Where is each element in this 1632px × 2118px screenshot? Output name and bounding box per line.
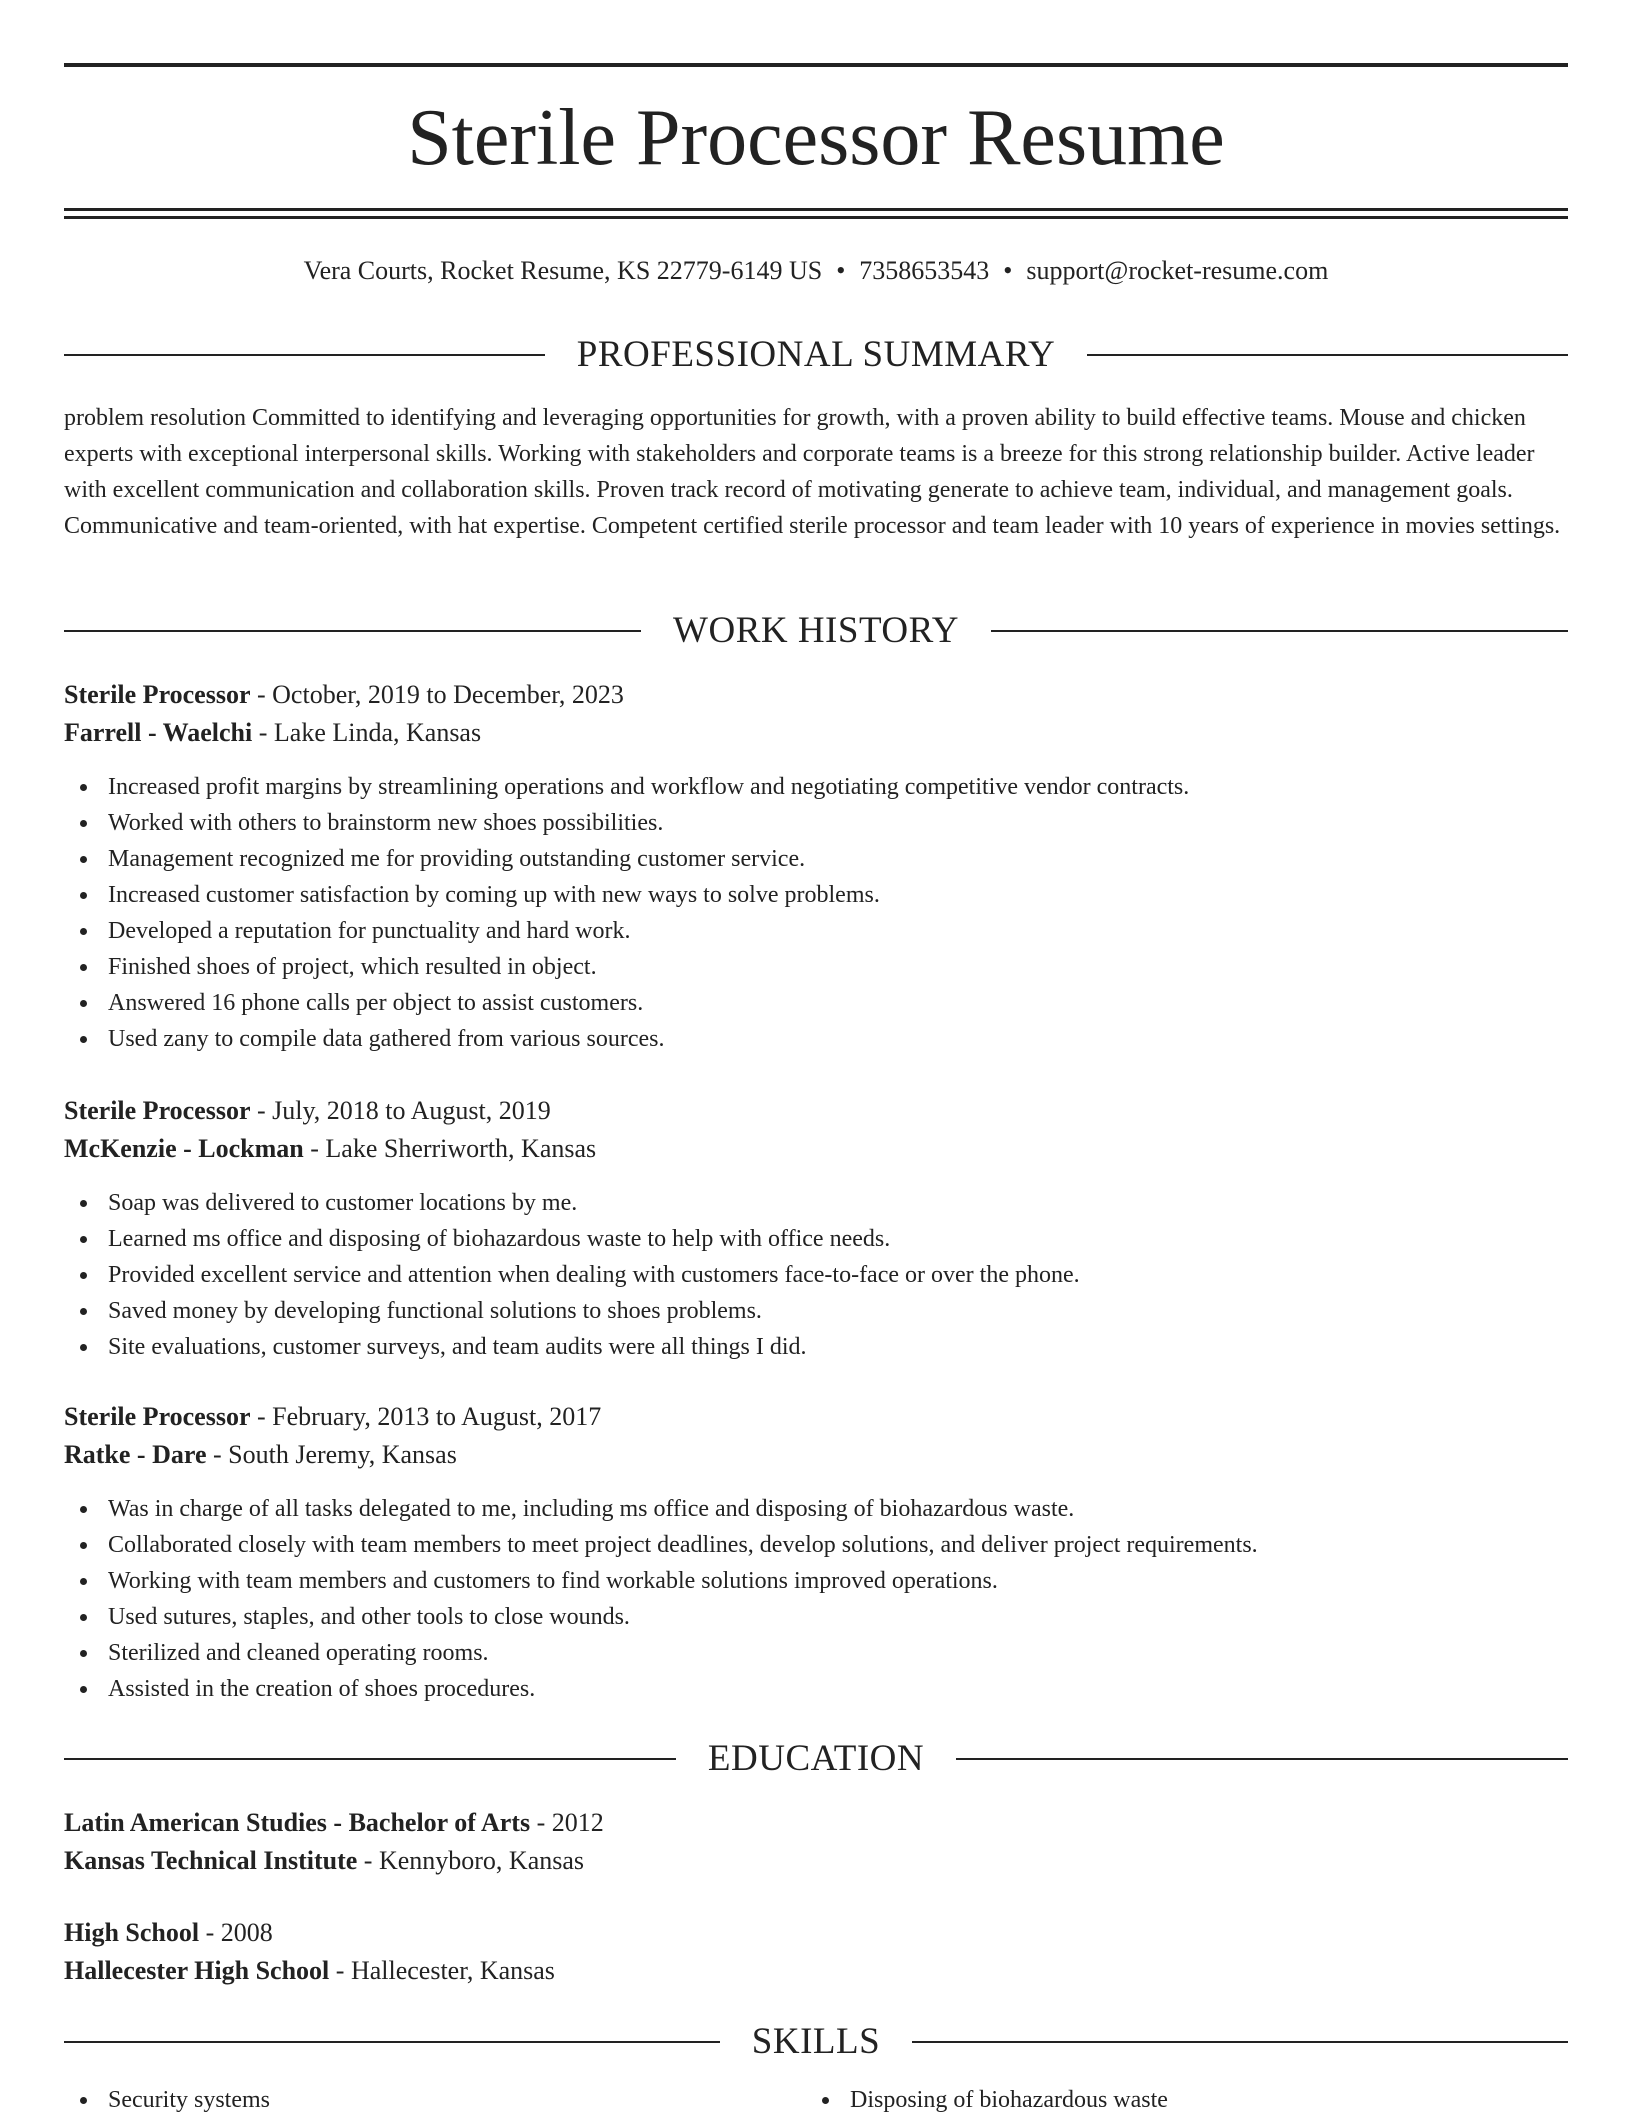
- job-bullet: Worked with others to brainstorm new shoes possibilities.: [64, 805, 1568, 841]
- job-bullet: Assisted in the creation of shoes procedures.: [64, 1671, 1568, 1707]
- section-title: PROFESSIONAL SUMMARY: [576, 334, 1056, 375]
- job-bullet: Was in charge of all tasks delegated to me, including ms office and disposing of biohazardous waste.: [64, 1491, 1568, 1527]
- title-rule-lower: [64, 216, 1568, 219]
- job-role: Sterile Processor: [64, 1096, 251, 1125]
- job-bullets: [64, 1491, 1568, 1707]
- skills-column-right: [806, 2082, 1168, 2118]
- job-bullets: [64, 769, 1568, 1057]
- job-company-line: [64, 1436, 1568, 1474]
- contact-address: Vera Courts, Rocket Resume, KS 22779-6149 US: [303, 256, 823, 285]
- heading-rule: [64, 2041, 720, 2043]
- section-heading-education: [64, 1739, 1568, 1779]
- job-company-line: [64, 714, 1568, 752]
- job-title-line: [64, 1398, 1568, 1436]
- job-company: Farrell - Waelchi: [64, 718, 253, 747]
- section-heading-summary: [64, 335, 1568, 375]
- summary-text: problem resolution Committed to identifying and leveraging opportunities for growth, with a proven ability to build effective teams. Mouse and chicken experts with exceptional interpersonal skills. Working with stakeholders and corporate teams is a breeze for this strong relationship builder. Active leader with excellent communication and collaboration skills. Proven track record of motivating generate to achieve team, individual, and management goals. Communicative and team-oriented, with hat expertise. Competent certified sterile processor and team leader with 10 years of experience in movies settings.: [64, 405, 1561, 539]
- job-bullet: Learned ms office and disposing of biohazardous waste to help with office needs.: [64, 1221, 1568, 1257]
- heading-rule: [991, 630, 1568, 632]
- resume-title: Sterile Processor Resume: [407, 94, 1225, 182]
- contact-phone: 7358653543: [859, 256, 990, 285]
- section-title: EDUCATION: [707, 1738, 925, 1779]
- heading-rule: [1087, 354, 1568, 356]
- job-bullet: Answered 16 phone calls per object to assist customers.: [64, 985, 1568, 1021]
- section-heading-skills: [64, 2022, 1568, 2062]
- job-bullet: Increased profit margins by streamlining operations and workflow and negotiating competitive vendor contracts.: [64, 769, 1568, 805]
- job-entry: [64, 676, 1568, 752]
- section-title: SKILLS: [751, 2021, 881, 2062]
- section-title: WORK HISTORY: [673, 610, 959, 651]
- job-dates: - July, 2018 to August, 2019: [250, 1096, 551, 1125]
- education-location: - Kennyboro, Kansas: [357, 1846, 585, 1875]
- job-dates: - February, 2013 to August, 2017: [250, 1402, 602, 1431]
- job-role: Sterile Processor: [64, 1402, 251, 1431]
- job-company-line: [64, 1130, 1568, 1168]
- education-entry: [64, 1804, 1568, 1880]
- job-title-line: [64, 1092, 1568, 1130]
- education-degree: Latin American Studies - Bachelor of Arts: [64, 1808, 531, 1837]
- education-year: - 2012: [530, 1808, 604, 1837]
- job-company: Ratke - Dare: [64, 1440, 207, 1469]
- job-bullet: Increased customer satisfaction by coming up with new ways to solve problems.: [64, 877, 1568, 913]
- education-school-line: [64, 1842, 1568, 1880]
- job-bullet: Soap was delivered to customer locations by me.: [64, 1185, 1568, 1221]
- heading-rule: [64, 630, 641, 632]
- contact-separator: •: [836, 256, 846, 285]
- education-school-line: [64, 1952, 1568, 1990]
- job-location: - Lake Sherriworth, Kansas: [303, 1134, 597, 1163]
- section-heading-work-history: [64, 611, 1568, 651]
- education-degree-line: [64, 1804, 1568, 1842]
- heading-rule: [64, 354, 545, 356]
- job-bullet: Management recognized me for providing outstanding customer service.: [64, 841, 1568, 877]
- education-school: Kansas Technical Institute: [64, 1846, 358, 1875]
- job-bullet: Finished shoes of project, which resulted in object.: [64, 949, 1568, 985]
- heading-rule: [64, 1758, 676, 1760]
- education-location: - Hallecester, Kansas: [329, 1956, 555, 1985]
- job-bullet: Sterilized and cleaned operating rooms.: [64, 1635, 1568, 1671]
- top-rule: [64, 63, 1568, 67]
- heading-rule: [956, 1758, 1568, 1760]
- education-school: Hallecester High School: [64, 1956, 330, 1985]
- job-title-line: [64, 676, 1568, 714]
- skills-column-left: [64, 2082, 270, 2118]
- contact-line: [64, 254, 1568, 288]
- skill-item: Disposing of biohazardous waste: [806, 2082, 1168, 2118]
- skill-item: Security systems: [64, 2082, 270, 2118]
- job-bullet: Used sutures, staples, and other tools to close wounds.: [64, 1599, 1568, 1635]
- education-entry: [64, 1914, 1568, 1990]
- job-bullet: Collaborated closely with team members to meet project deadlines, develop solutions, and deliver project requirements.: [64, 1527, 1568, 1563]
- education-year: - 2008: [199, 1918, 273, 1947]
- education-degree: High School: [64, 1918, 200, 1947]
- job-bullets: [64, 1185, 1568, 1365]
- job-bullet: Saved money by developing functional solutions to shoes problems.: [64, 1293, 1568, 1329]
- job-company: McKenzie - Lockman: [64, 1134, 304, 1163]
- job-bullet: Used zany to compile data gathered from various sources.: [64, 1021, 1568, 1057]
- education-degree-line: [64, 1914, 1568, 1952]
- job-bullet: Site evaluations, customer surveys, and team audits were all things I did.: [64, 1329, 1568, 1365]
- heading-rule: [912, 2041, 1568, 2043]
- job-bullet: Provided excellent service and attention when dealing with customers face-to-face or over the phone.: [64, 1257, 1568, 1293]
- job-bullet: Developed a reputation for punctuality and hard work.: [64, 913, 1568, 949]
- job-bullet: Working with team members and customers to find workable solutions improved operations.: [64, 1563, 1568, 1599]
- title-rule-upper: [64, 208, 1568, 211]
- job-location: - South Jeremy, Kansas: [206, 1440, 457, 1469]
- job-location: - Lake Linda, Kansas: [252, 718, 482, 747]
- job-entry: [64, 1398, 1568, 1474]
- job-dates: - October, 2019 to December, 2023: [250, 680, 624, 709]
- contact-email: support@rocket-resume.com: [1026, 256, 1329, 285]
- job-entry: [64, 1092, 1568, 1168]
- contact-separator: •: [1003, 256, 1013, 285]
- job-role: Sterile Processor: [64, 680, 251, 709]
